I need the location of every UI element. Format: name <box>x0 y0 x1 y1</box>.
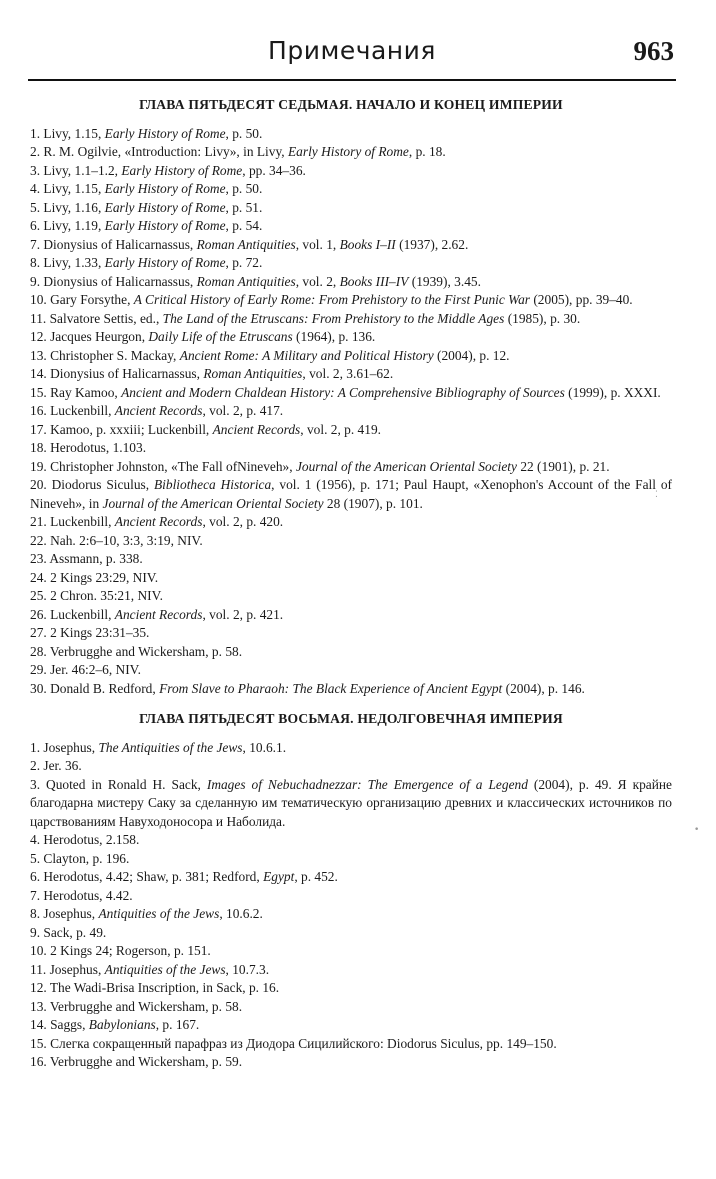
endnote-text: 13. Christopher S. Mackay, <box>30 347 180 363</box>
endnote-title: Early History of Rome <box>288 144 409 159</box>
endnote-text: 28. Verbrugghe and Wickersham, p. 58. <box>30 643 243 659</box>
endnote-title: Ancient Records <box>212 421 301 437</box>
endnote-text: 18. Herodotus, 1.103. <box>30 440 147 455</box>
endnote <box>30 310 672 329</box>
endnote-title: Antiquities of the Jews <box>98 906 220 921</box>
endnote-text: , vol. 2, <box>295 273 340 289</box>
endnote <box>30 291 672 310</box>
endnote-title: Roman Antiquities <box>196 273 296 289</box>
endnote-text: , p. 54. <box>225 218 263 233</box>
endnote-text: (1939), 3.45. <box>408 273 481 289</box>
endnote-text: 26. Luckenbill, <box>30 606 115 622</box>
header-rule <box>28 79 676 81</box>
endnote <box>30 887 672 906</box>
endnote-text: , 10.7.3. <box>225 961 270 977</box>
endnote-text: (1985), p. 30. <box>504 310 581 326</box>
endnote <box>30 384 672 403</box>
endnote <box>30 998 672 1017</box>
endnote-text: 1. Livy, 1.15, <box>30 125 105 141</box>
endnote-text: (1999), p. XXXI. <box>564 384 661 400</box>
endnote-text: 4. Herodotus, 2.158. <box>30 832 140 847</box>
endnote <box>30 236 672 255</box>
endnote-text: 1. Josephus, <box>30 739 99 755</box>
endnote-title: Ancient Records <box>114 606 203 622</box>
endnote-text: , vol. 2, p. 420. <box>202 514 284 529</box>
endnote <box>30 217 672 236</box>
endnote-text: 2. R. M. Ogilvie, «Introduction: Livy», in Livy, <box>30 144 288 159</box>
endnote-text: , p. 50. <box>225 125 263 141</box>
endnote-text: 27. 2 Kings 23:31–35. <box>30 625 150 640</box>
endnote-text: 11. Josephus, <box>30 961 105 977</box>
endnote-text: 14. Saggs, <box>30 1017 89 1032</box>
endnote-text: 10. 2 Kings 24; Rogerson, p. 151. <box>30 943 211 958</box>
endnote-title: The Antiquities of the Jews <box>98 739 243 755</box>
endnote-text: 16. Verbrugghe and Wickersham, p. 59. <box>30 1054 243 1069</box>
endnote-text: (2005), pp. 39–40. <box>530 292 633 307</box>
endnote-title: The Land of the Etruscans: From Prehistory to the Middle Ages <box>162 310 505 326</box>
endnote <box>30 587 672 606</box>
endnote <box>30 831 672 850</box>
endnote-title: Journal of the American Oriental Society <box>295 458 517 474</box>
endnote-text: 20. Diodorus Siculus, <box>30 477 154 492</box>
endnote-text: 15. Ray Kamoo, <box>30 384 122 400</box>
endnote <box>30 476 672 513</box>
chapter-heading: ГЛАВА ПЯТЬДЕСЯТ СЕДЬМАЯ. НАЧАЛО И КОНЕЦ ИМПЕРИИ <box>139 97 563 112</box>
endnote-text: 8. Josephus, <box>30 906 99 921</box>
endnote-text: 15. Слегка сокращенный парафраз из Диодора Сицилийского: Diodorus Siculus, pp. 149–150. <box>30 1035 557 1051</box>
endnote-text: 16. Luckenbill, <box>30 403 115 418</box>
endnote <box>30 1016 672 1035</box>
endnote <box>30 776 672 832</box>
endnote-title: Ancient Records <box>114 514 203 529</box>
endnote-title: Early History of Rome <box>104 255 226 270</box>
endnote-text: , vol. 2, p. 417. <box>202 403 284 418</box>
endnote <box>30 143 672 162</box>
endnote <box>30 550 672 569</box>
endnote <box>30 421 672 440</box>
endnote <box>30 125 672 144</box>
endnote <box>30 402 672 421</box>
endnote-text: 10. Gary Forsythe, <box>30 292 134 307</box>
endnote <box>30 661 672 680</box>
endnote-text: , p. 50. <box>225 181 263 196</box>
endnote-title: Journal of the American Oriental Society <box>102 495 324 511</box>
endnote <box>30 439 672 458</box>
endnote-text: , vol. 1, <box>295 236 340 252</box>
endnote <box>30 868 672 887</box>
endnote <box>30 513 672 532</box>
endnote-text: 7. Dionysius of Halicarnassus, <box>30 236 197 252</box>
endnote-title: Books I–II <box>339 236 396 252</box>
endnote-title: Ancient Records <box>114 403 203 418</box>
endnote <box>30 532 672 551</box>
endnote <box>30 458 672 477</box>
endnote-text: 21. Luckenbill, <box>30 514 115 529</box>
endnote-text: 3. Quoted in Ronald H. Sack, <box>30 776 207 792</box>
endnote-title: Early History of Rome <box>104 125 226 141</box>
endnote-text: , vol. 2, p. 421. <box>202 606 284 622</box>
endnote <box>30 569 672 588</box>
endnote-text: 6. Herodotus, 4.42; Shaw, p. 381; Redford, <box>30 869 264 884</box>
endnote-title: Babylonians <box>88 1017 156 1032</box>
endnote-title: Images of Nebuchadnezzar: The Emergence of a Legend <box>206 776 528 792</box>
endnote-text: 14. Dionysius of Halicarnassus, <box>30 366 204 381</box>
endnote-text: , p. 452. <box>294 869 338 884</box>
endnote-text: 9. Sack, p. 49. <box>30 924 107 940</box>
endnote-title: Early History of Rome <box>104 218 226 233</box>
page-number: 963 <box>633 36 674 66</box>
endnote <box>30 942 672 961</box>
endnote <box>30 850 672 869</box>
endnote-text: 7. Herodotus, 4.42. <box>30 887 133 903</box>
running-title: Примечания <box>268 36 436 65</box>
endnote-text: 5. Livy, 1.16, <box>30 199 105 215</box>
endnote-text: 3. Livy, 1.1–1.2, <box>30 162 122 178</box>
endnote <box>30 162 672 181</box>
endnote <box>30 757 672 776</box>
endnote-text: 13. Verbrugghe and Wickersham, p. 58. <box>30 998 243 1014</box>
endnote-text: 11. Salvatore Settis, ed., <box>30 310 163 326</box>
endnote-text: 24. 2 Kings 23:29, NIV. <box>30 569 159 585</box>
endnote-text: 22 (1901), p. 21. <box>516 458 610 474</box>
endnote-title: A Critical History of Early Rome: From Prehistory to the First Punic War <box>133 292 530 307</box>
scan-speck: ⁚ <box>655 490 658 500</box>
chapter-heading: ГЛАВА ПЯТЬДЕСЯТ ВОСЬМАЯ. НЕДОЛГОВЕЧНАЯ ИМПЕРИЯ <box>139 711 563 726</box>
endnote-text: , vol. 2, p. 419. <box>300 421 381 437</box>
endnote-title: Antiquities of the Jews <box>104 961 226 977</box>
endnote-text: (2004), p. 12. <box>433 347 510 363</box>
endnote-text: 25. 2 Chron. 35:21, NIV. <box>30 588 163 603</box>
endnote-text: , vol. 2, 3.61–62. <box>302 366 394 381</box>
notes-content <box>30 96 672 1072</box>
endnote-title: Roman Antiquities <box>196 236 296 252</box>
endnote-text: , p. 167. <box>155 1017 200 1032</box>
endnote <box>30 273 672 292</box>
endnote-text: 8. Livy, 1.33, <box>30 255 105 270</box>
endnote <box>30 1035 672 1054</box>
endnote-text: 5. Clayton, p. 196. <box>30 850 130 866</box>
endnote-text: (1964), p. 136. <box>292 329 376 344</box>
endnote <box>30 199 672 218</box>
endnote <box>30 365 672 384</box>
scan-speck: • <box>694 825 700 835</box>
endnote-text: 17. Kamoo, p. xxxiii; Luckenbill, <box>30 421 213 437</box>
endnote <box>30 643 672 662</box>
endnote-text: 28 (1907), p. 101. <box>323 495 423 511</box>
endnote-title: Early History of Rome <box>104 199 226 215</box>
endnote-text: 29. Jer. 46:2–6, NIV. <box>30 662 141 677</box>
endnote-text: (1937), 2.62. <box>395 236 469 252</box>
endnote-title: Ancient and Modern Chaldean History: A Comprehensive Bibliography of Sources <box>121 384 565 400</box>
endnote-title: Ancient Rome: A Military and Political History <box>179 347 434 363</box>
endnote-title: Egypt <box>263 869 295 884</box>
endnote <box>30 961 672 980</box>
endnote <box>30 328 672 347</box>
endnote-text: 2. Jer. 36. <box>30 758 82 773</box>
endnote-title: Roman Antiquities <box>203 366 303 381</box>
endnote-text: 23. Assmann, p. 338. <box>30 551 143 566</box>
endnote <box>30 606 672 625</box>
endnote-text: 30. Donald B. Redford, <box>30 680 160 696</box>
endnote-title: Early History of Rome <box>104 181 226 196</box>
endnote-text: , p. 51. <box>225 199 263 215</box>
endnote-text: , 10.6.1. <box>242 739 287 755</box>
endnote <box>30 347 672 366</box>
endnote-text: , p. 72. <box>225 255 263 270</box>
endnote <box>30 979 672 998</box>
endnote <box>30 924 672 943</box>
endnote-text: , vol. 1 (1956), p. 171; Paul Haupt, «Xenophon's Account of the Fall of Nineveh», in <box>30 477 672 511</box>
endnote-text: 12. The Wadi-Brisa Inscription, in Sack, p. 16. <box>30 980 280 995</box>
endnote-text: 19. Christopher Johnston, «The Fall ofNineveh», <box>30 458 296 474</box>
endnote-text: 6. Livy, 1.19, <box>30 218 105 233</box>
running-header <box>30 34 674 74</box>
endnote-text: , pp. 34–36. <box>242 162 306 178</box>
endnote <box>30 739 672 758</box>
endnote-title: Daily Life of the Etruscans <box>148 329 293 344</box>
endnote-text: 12. Jacques Heurgon, <box>30 329 149 344</box>
endnote <box>30 254 672 273</box>
endnote <box>30 180 672 199</box>
endnote <box>30 624 672 643</box>
endnote-title: Early History of Rome <box>121 162 243 178</box>
endnote <box>30 905 672 924</box>
endnote-text: , 10.6.2. <box>219 906 263 921</box>
endnote-text: 22. Nah. 2:6–10, 3:3, 3:19, NIV. <box>30 532 203 548</box>
endnote <box>30 1053 672 1072</box>
endnote-text: 9. Dionysius of Halicarnassus, <box>30 273 197 289</box>
endnote <box>30 680 672 699</box>
endnote-text: 4. Livy, 1.15, <box>30 181 105 196</box>
endnote-title: Books III–IV <box>339 273 409 289</box>
endnote-text: (2004), p. 49. Я крайне благодарна мистеру Саку за сделанную им тематическую организацию древних и классических источников по царствованиям Навуходоносора и Наболида. <box>30 776 673 829</box>
endnote-text: , p. 18. <box>408 144 446 159</box>
endnote-text: (2004), p. 146. <box>502 680 585 696</box>
endnote-title: Bibliotheca Historica <box>153 477 272 492</box>
endnote-title: From Slave to Pharaoh: The Black Experience of Ancient Egypt <box>159 680 503 696</box>
